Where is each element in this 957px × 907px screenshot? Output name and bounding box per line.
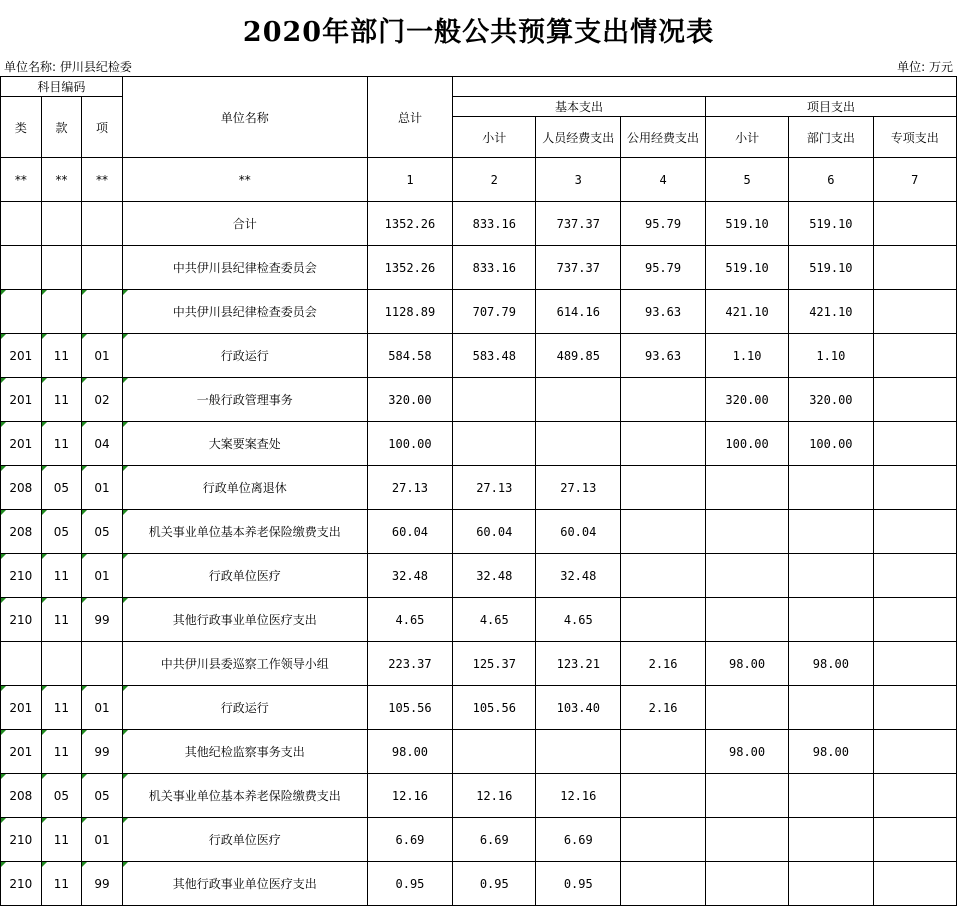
cell-personnel: 489.85: [536, 334, 621, 378]
cell-xiang: 99: [82, 730, 123, 774]
cell-unit-name: 一般行政管理事务: [122, 378, 367, 422]
cell-kuan: 11: [41, 334, 82, 378]
cell-xiang: 05: [82, 774, 123, 818]
cell-personnel: 60.04: [536, 510, 621, 554]
cell-project-subtotal: 100.00: [705, 422, 788, 466]
cell-basic-subtotal: 125.37: [453, 642, 536, 686]
cell-personnel: 123.21: [536, 642, 621, 686]
cell-total: 1352.26: [367, 246, 452, 290]
cell-basic-subtotal: 4.65: [453, 598, 536, 642]
header-basic-expenditure: 基本支出: [453, 97, 706, 117]
cell-lei: [1, 642, 42, 686]
table-row: [1, 730, 957, 774]
cell-total: 1: [367, 158, 452, 202]
cell-personnel: [536, 378, 621, 422]
cell-lei: 201: [1, 730, 42, 774]
cell-project-subtotal: [705, 510, 788, 554]
cell-total: 320.00: [367, 378, 452, 422]
cell-dept: [789, 510, 873, 554]
table-row: [1, 598, 957, 642]
cell-special: [873, 598, 956, 642]
cell-xiang: [82, 642, 123, 686]
cell-xiang: 01: [82, 818, 123, 862]
cell-dept: 519.10: [789, 202, 873, 246]
cell-lei: [1, 246, 42, 290]
cell-lei: 208: [1, 774, 42, 818]
cell-public: [621, 422, 706, 466]
table-row: [1, 202, 957, 246]
table-row: [1, 554, 957, 598]
cell-personnel: 737.37: [536, 202, 621, 246]
cell-kuan: [41, 246, 82, 290]
header-project-subtotal: 小计: [705, 117, 788, 158]
cell-special: [873, 818, 956, 862]
cell-dept: [789, 862, 873, 906]
cell-lei: [1, 202, 42, 246]
cell-project-subtotal: [705, 774, 788, 818]
cell-public: 2.16: [621, 642, 706, 686]
cell-unit-name: 其他纪检监察事务支出: [122, 730, 367, 774]
cell-unit-name: 中共伊川县纪律检查委员会: [122, 246, 367, 290]
cell-basic-subtotal: 60.04: [453, 510, 536, 554]
cell-lei: 201: [1, 334, 42, 378]
cell-project-subtotal: 519.10: [705, 202, 788, 246]
cell-special: [873, 422, 956, 466]
cell-xiang: [82, 290, 123, 334]
cell-lei: 210: [1, 818, 42, 862]
cell-total: 27.13: [367, 466, 452, 510]
cell-special: [873, 862, 956, 906]
cell-project-subtotal: [705, 554, 788, 598]
cell-public: [621, 466, 706, 510]
cell-dept: 100.00: [789, 422, 873, 466]
cell-kuan: 11: [41, 598, 82, 642]
cell-basic-subtotal: 27.13: [453, 466, 536, 510]
cell-kuan: 11: [41, 554, 82, 598]
cell-special: [873, 246, 956, 290]
cell-basic-subtotal: 105.56: [453, 686, 536, 730]
cell-project-subtotal: 98.00: [705, 730, 788, 774]
cell-xiang: 01: [82, 686, 123, 730]
table-row: [1, 818, 957, 862]
cell-xiang: 99: [82, 862, 123, 906]
cell-xiang: 01: [82, 466, 123, 510]
table-row: [1, 378, 957, 422]
cell-project-subtotal: [705, 862, 788, 906]
unit-name-label: 单位名称: 伊川县纪检委: [4, 60, 132, 74]
cell-personnel: 737.37: [536, 246, 621, 290]
cell-kuan: 11: [41, 686, 82, 730]
cell-total: 1352.26: [367, 202, 452, 246]
cell-basic-subtotal: 583.48: [453, 334, 536, 378]
cell-special: [873, 642, 956, 686]
cell-lei: 208: [1, 510, 42, 554]
cell-unit-name: 行政运行: [122, 686, 367, 730]
table-row: [1, 466, 957, 510]
cell-personnel: 32.48: [536, 554, 621, 598]
cell-kuan: 11: [41, 818, 82, 862]
cell-project-subtotal: 5: [705, 158, 788, 202]
cell-lei: 210: [1, 862, 42, 906]
cell-project-subtotal: 320.00: [705, 378, 788, 422]
table-row: [1, 246, 957, 290]
cell-special: [873, 378, 956, 422]
header-personnel: 人员经费支出: [536, 117, 621, 158]
cell-special: [873, 774, 956, 818]
header-unit-name: 单位名称: [122, 77, 367, 158]
cell-unit-name: 中共伊川县纪律检查委员会: [122, 290, 367, 334]
cell-xiang: 99: [82, 598, 123, 642]
table-row: [1, 290, 957, 334]
cell-public: [621, 378, 706, 422]
cell-unit-name: 其他行政事业单位医疗支出: [122, 598, 367, 642]
cell-xiang: 04: [82, 422, 123, 466]
cell-kuan: 05: [41, 510, 82, 554]
cell-project-subtotal: 421.10: [705, 290, 788, 334]
cell-basic-subtotal: 707.79: [453, 290, 536, 334]
index-row: [1, 158, 957, 202]
cell-lei: [1, 290, 42, 334]
cell-special: [873, 334, 956, 378]
cell-total: 60.04: [367, 510, 452, 554]
table-row: [1, 862, 957, 906]
cell-kuan: 05: [41, 466, 82, 510]
cell-personnel: 0.95: [536, 862, 621, 906]
cell-basic-subtotal: 0.95: [453, 862, 536, 906]
cell-special: [873, 202, 956, 246]
cell-unit-name: 机关事业单位基本养老保险缴费支出: [122, 774, 367, 818]
cell-public: [621, 774, 706, 818]
cell-basic-subtotal: [453, 422, 536, 466]
header-basic-subtotal: 小计: [453, 117, 536, 158]
cell-unit-name: 其他行政事业单位医疗支出: [122, 862, 367, 906]
cell-special: [873, 730, 956, 774]
cell-kuan: 11: [41, 422, 82, 466]
cell-total: 12.16: [367, 774, 452, 818]
cell-public: [621, 730, 706, 774]
cell-dept: 320.00: [789, 378, 873, 422]
cell-personnel: 12.16: [536, 774, 621, 818]
cell-xiang: 01: [82, 554, 123, 598]
cell-kuan: [41, 202, 82, 246]
header-code-group: 科目编码: [1, 77, 123, 97]
cell-kuan: 11: [41, 862, 82, 906]
cell-personnel: [536, 422, 621, 466]
cell-special: [873, 686, 956, 730]
cell-public: [621, 598, 706, 642]
cell-total: 100.00: [367, 422, 452, 466]
cell-lei: 208: [1, 466, 42, 510]
cell-dept: [789, 818, 873, 862]
cell-xiang: 02: [82, 378, 123, 422]
cell-dept: [789, 598, 873, 642]
cell-personnel: [536, 730, 621, 774]
cell-kuan: **: [41, 158, 82, 202]
table-row: [1, 334, 957, 378]
cell-basic-subtotal: 32.48: [453, 554, 536, 598]
cell-project-subtotal: 1.10: [705, 334, 788, 378]
cell-unit-name: 行政单位医疗: [122, 818, 367, 862]
cell-lei: 210: [1, 554, 42, 598]
cell-lei: 201: [1, 686, 42, 730]
cell-basic-subtotal: 6.69: [453, 818, 536, 862]
cell-xiang: [82, 202, 123, 246]
cell-xiang: 05: [82, 510, 123, 554]
cell-lei: 201: [1, 422, 42, 466]
cell-kuan: [41, 290, 82, 334]
cell-special: 7: [873, 158, 956, 202]
cell-special: [873, 466, 956, 510]
cell-project-subtotal: [705, 818, 788, 862]
header-project-expenditure: 项目支出: [705, 97, 956, 117]
page-title: 2020年部门一般公共预算支出情况表: [242, 17, 715, 48]
cell-total: 1128.89: [367, 290, 452, 334]
cell-kuan: 05: [41, 774, 82, 818]
cell-dept: 6: [789, 158, 873, 202]
cell-project-subtotal: 519.10: [705, 246, 788, 290]
header-lei: 类: [1, 97, 42, 158]
cell-dept: 98.00: [789, 730, 873, 774]
cell-unit-name: 行政单位医疗: [122, 554, 367, 598]
cell-total: 6.69: [367, 818, 452, 862]
cell-lei: 210: [1, 598, 42, 642]
cell-unit-name: 机关事业单位基本养老保险缴费支出: [122, 510, 367, 554]
cell-public: 2.16: [621, 686, 706, 730]
header-special: 专项支出: [873, 117, 956, 158]
cell-unit-name: 中共伊川县委巡察工作领导小组: [122, 642, 367, 686]
cell-public: 93.63: [621, 334, 706, 378]
header-spacer: [453, 77, 957, 97]
cell-unit-name: 行政运行: [122, 334, 367, 378]
cell-unit-name: 合计: [122, 202, 367, 246]
cell-public: [621, 818, 706, 862]
cell-kuan: 11: [41, 730, 82, 774]
table-row: [1, 774, 957, 818]
cell-personnel: 4.65: [536, 598, 621, 642]
cell-total: 32.48: [367, 554, 452, 598]
cell-xiang: [82, 246, 123, 290]
cell-public: 93.63: [621, 290, 706, 334]
cell-unit-name: **: [122, 158, 367, 202]
cell-total: 0.95: [367, 862, 452, 906]
cell-dept: [789, 686, 873, 730]
header-total: 总计: [367, 77, 452, 158]
cell-total: 584.58: [367, 334, 452, 378]
cell-basic-subtotal: 12.16: [453, 774, 536, 818]
cell-special: [873, 290, 956, 334]
cell-dept: 1.10: [789, 334, 873, 378]
cell-total: 105.56: [367, 686, 452, 730]
cell-personnel: 6.69: [536, 818, 621, 862]
header-xiang: 项: [82, 97, 123, 158]
cell-public: [621, 554, 706, 598]
cell-project-subtotal: [705, 686, 788, 730]
cell-kuan: [41, 642, 82, 686]
cell-kuan: 11: [41, 378, 82, 422]
cell-basic-subtotal: 2: [453, 158, 536, 202]
cell-project-subtotal: [705, 598, 788, 642]
cell-unit-name: 大案要案查处: [122, 422, 367, 466]
cell-lei: 201: [1, 378, 42, 422]
cell-lei: **: [1, 158, 42, 202]
table-row: [1, 686, 957, 730]
cell-xiang: 01: [82, 334, 123, 378]
cell-personnel: 614.16: [536, 290, 621, 334]
cell-public: 95.79: [621, 246, 706, 290]
cell-project-subtotal: [705, 466, 788, 510]
cell-basic-subtotal: [453, 378, 536, 422]
cell-dept: 519.10: [789, 246, 873, 290]
cell-project-subtotal: 98.00: [705, 642, 788, 686]
cell-public: [621, 510, 706, 554]
cell-special: [873, 510, 956, 554]
cell-unit-name: 行政单位离退休: [122, 466, 367, 510]
table-row: [1, 642, 957, 686]
cell-basic-subtotal: [453, 730, 536, 774]
cell-public: 4: [621, 158, 706, 202]
currency-unit-label: 单位: 万元: [897, 60, 953, 74]
cell-basic-subtotal: 833.16: [453, 202, 536, 246]
cell-special: [873, 554, 956, 598]
cell-xiang: **: [82, 158, 123, 202]
cell-total: 98.00: [367, 730, 452, 774]
budget-table: [0, 76, 957, 906]
cell-public: [621, 862, 706, 906]
cell-basic-subtotal: 833.16: [453, 246, 536, 290]
cell-dept: 98.00: [789, 642, 873, 686]
header-dept: 部门支出: [789, 117, 873, 158]
cell-dept: [789, 554, 873, 598]
cell-personnel: 3: [536, 158, 621, 202]
cell-public: 95.79: [621, 202, 706, 246]
header-public: 公用经费支出: [621, 117, 706, 158]
cell-total: 223.37: [367, 642, 452, 686]
cell-personnel: 103.40: [536, 686, 621, 730]
table-row: [1, 510, 957, 554]
table-row: [1, 422, 957, 466]
cell-dept: 421.10: [789, 290, 873, 334]
cell-personnel: 27.13: [536, 466, 621, 510]
cell-total: 4.65: [367, 598, 452, 642]
cell-dept: [789, 466, 873, 510]
header-kuan: 款: [41, 97, 82, 158]
cell-dept: [789, 774, 873, 818]
